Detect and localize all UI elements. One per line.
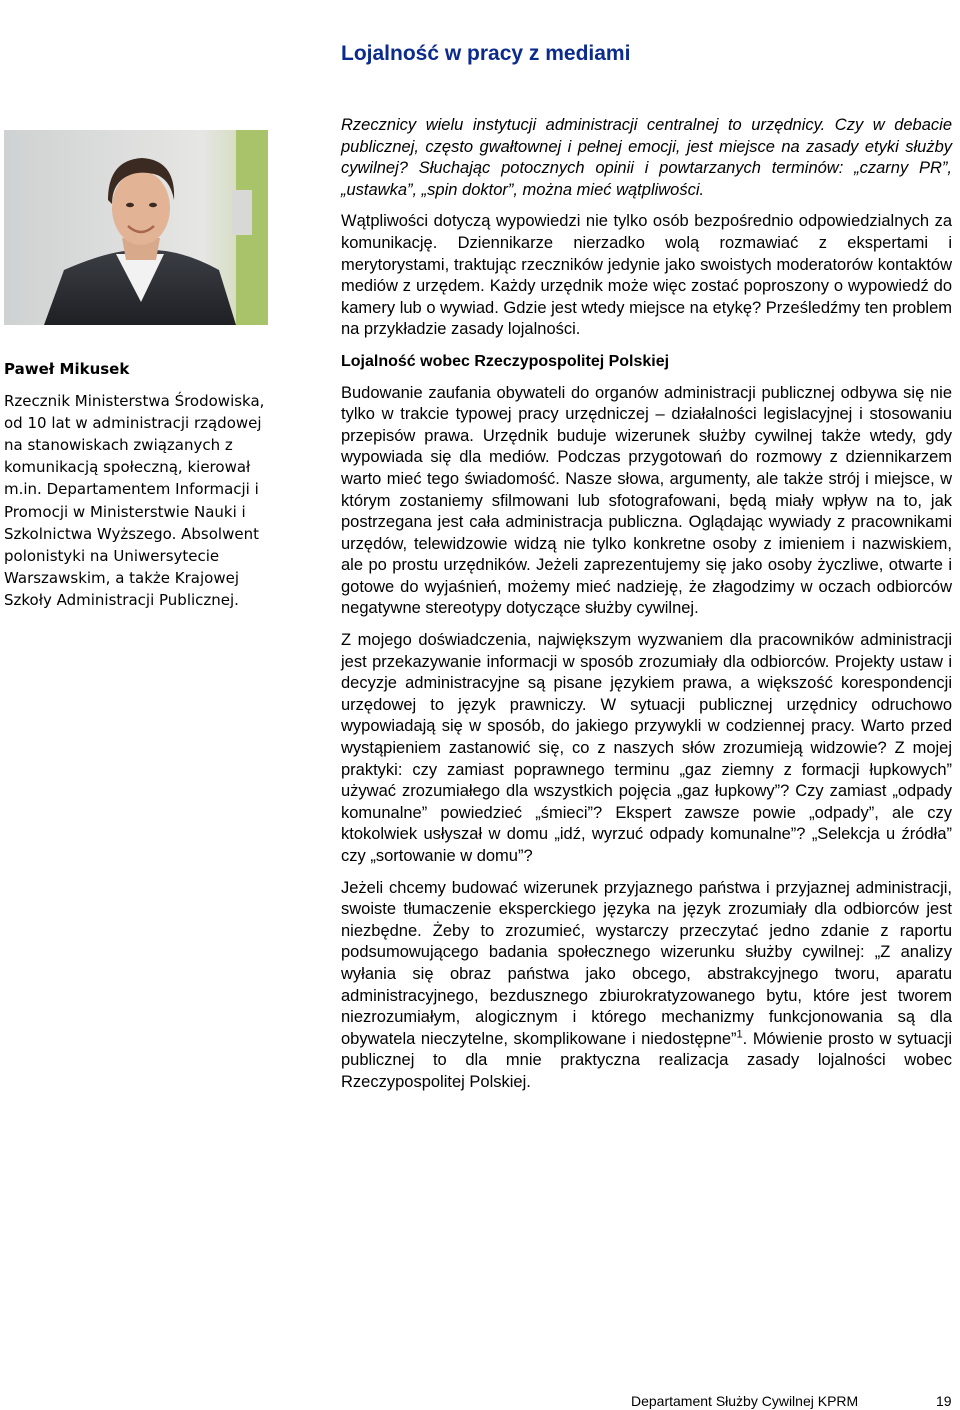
page-number: 19 xyxy=(936,1393,952,1409)
author-sidebar xyxy=(4,358,272,611)
paragraph-1: Wątpliwości dotyczą wypowiedzi nie tylko osób bezpośrednio odpowiedzialnych za komunikację. Dziennikarze nierzadko wolą rozmawiać z ekspertami i merytorystami, traktując rzeczników jedynie jako swoistych moderatorów kontaktów mediów z urzędem. Każdy urzędnik może więc zostać poproszony o wypowiedź do kamery lub o wywiad. Gdzie jest wtedy miejsce na etykę? Prześledźmy ten problem na przykładzie zasady lojalności. xyxy=(341,212,952,339)
paragraph-4 xyxy=(341,878,952,1094)
article-body xyxy=(341,115,952,1104)
paragraph-3: Z mojego doświadczenia, największym wyzwaniem dla pracowników administracji jest przekazywanie informacji w sposób zrozumiały dla odbiorców. Projekty ustaw i decyzje administracyjne są pisane językiem prawa, a większość korespondencji urzędowej to język prawniczy. W sytuacji publicznej urzędnicy odruchowo wypowiadają się w sposób, do jakiego przywykli w codziennej pracy. Warto przed wystąpieniem zastanowić się, co z naszych słów zrozumieją widzowie? Z mojej praktyki: czy zamiast poprawnego terminu „gaz ziemny z formacji łupkowych” używać zrozumiałego dla wszystkich pojęcia „gaz łupkowy”? Czy zamiast „odpady komunalne” powiedzieć „śmieci”? Ekspert zawsze powie „odpady”, ale czy ktokolwiek usłyszał w domu „idź, wyrzuć odpady komunalne”? „Selekcja u źródła” czy „sortowanie w domu”? xyxy=(341,631,952,865)
paragraph-2: Budowanie zaufania obywateli do organów administracji publicznej odbywa się nie tylko w trakcie typowej pracy urzędniczej – działalności legislacyjnej i stosowaniu przepisów prawa. Urzędnik buduje wizerunek służby cywilnej także wtedy, gdy wypowiada się dla mediów. Podczas przygotowań do rozmowy z dziennikarzem warto mieć tego świadomość. Nasze słowa, argumenty, ale także strój i miejsce, w którym zostaniemy sfilmowani lub sfotografowani, będą miały wpływ na to, jak postrzegana jest cała administracja publiczna. Oglądając wywiady z pracownikami urzędów, telewidzowie widzą nie tylko konkretne osoby z imieniem i nazwiskiem, ale po prostu urzędników. Jeżeli zaprezentujemy się jako osoby życzliwe, otwarte i gotowe do wyjaśnień, możemy mieć nadzieję, że złagodzimy w oczach odbiorców negatywne stereotypy dotyczące służby cywilnej. xyxy=(341,383,952,618)
section-heading: Lojalność wobec Rzeczypospolitej Polskiej xyxy=(341,352,670,370)
author-portrait-image xyxy=(4,130,268,325)
author-bio: Rzecznik Ministerstwa Środowiska, od 10 lat w administracji rządowej na stanowiskach związanych z komunikacją społeczną, kierował m.in. Departamentem Informacji i Promocji w Ministerstwie Nauki i Szkolnictwa Wyższego. Absolwent polonistyki na Uniwersytecie Warszawskim, a także Krajowej Szkoły Administracji Publicznej. xyxy=(4,392,265,609)
article-lead: Rzecznicy wielu instytucji administracji centralnej to urzędnicy. Czy w debacie publicznej, często gwałtownej i pełnej emocji, jest miejsce na zasady etyki służby cywilnej? Słuchając potocznych opinii i powtarzanych terminów: „czarny PR”, „ustawka”, „spin doktor”, można mieć wątpliwości. xyxy=(341,116,952,199)
paragraph-4-part-2: . Mówienie prosto w sytuacji publicznej to dla mnie praktyczna realizacja zasady lojalności wobec Rzeczypospolitej Polskiej. xyxy=(341,1029,952,1091)
footer-department: Departament Służby Cywilnej KPRM xyxy=(631,1393,859,1409)
page-title: Lojalność w pracy z mediami xyxy=(341,42,631,65)
author-photo xyxy=(4,130,268,325)
paragraph-4-part-1: Jeżeli chcemy budować wizerunek przyjaznego państwa i przyjaznej administracji, swoiste tłumaczenie eksperckiego języka na język zrozumiały dla odbiorców jest niezbędne. Żeby to zrozumieć, wystarczy przeczytać jedno zdanie z raportu podsumowującego badania społecznego wizerunku służby cywilnej: „Z analizy wyłania się obraz państwa jako obcego, abstrakcyjnego tworu, aparatu administracyjnego, bezdusznego zbiurokratyzowanego bytu, które jest tworem niezrozumiałym, alogicznym i którego mechanizmy funkcjonowania są dla obywatela nieczytelne, skomplikowane i niedostępne” xyxy=(341,878,952,1048)
footnote-marker[interactable]: 1 xyxy=(736,1028,743,1041)
author-name: Paweł Mikusek xyxy=(4,360,130,378)
